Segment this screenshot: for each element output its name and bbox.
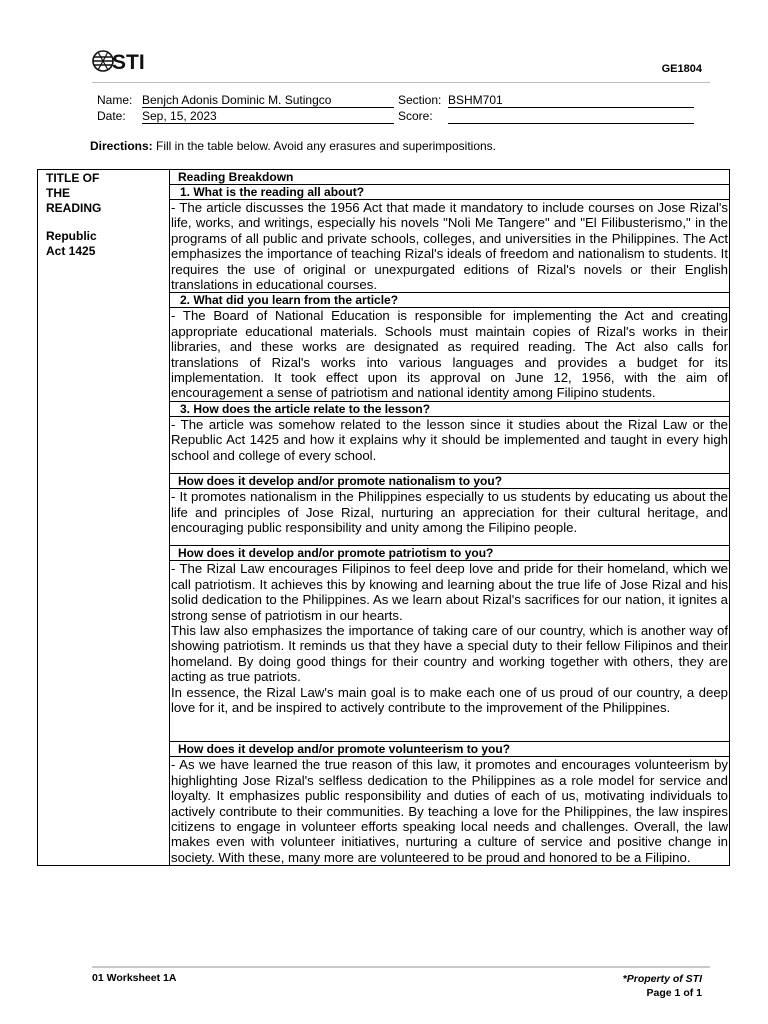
directions (90, 139, 496, 153)
question-3: 3. How does the article relate to the lesson? (170, 401, 730, 416)
course-code: GE1804 (661, 63, 702, 75)
property-note: *Property of STI (622, 973, 702, 985)
section-label: Section: (398, 93, 442, 107)
footer-divider (92, 966, 710, 968)
reading-name-line: Republic (46, 229, 97, 243)
page-number: Page 1 of 1 (646, 987, 702, 999)
section-field[interactable]: BSHM701 (448, 93, 694, 108)
sti-logo (92, 46, 152, 76)
question-volunteerism: How does it develop and/or promote volunteerism to you? (170, 742, 730, 757)
patriotism-paragraph: In essence, the Rizal Law's main goal is to make each one of us proud of our country, a deep love for it, and be inspired to actively contribute to the improvement of the Philippines. (171, 684, 728, 715)
date-label: Date: (97, 109, 126, 123)
date-score-row (0, 109, 768, 125)
directions-label: Directions: (90, 139, 153, 153)
answer-volunteerism[interactable]: - As we have learned the true reason of this law, it promotes and encourages volunteerism by highlighting Jose Rizal's selfless dedication to the Philippines as a role model for service and loyalty. It emphasizes public responsibility and duties of each of us, motivating individuals to actively contribute to their communities. By teaching a love for the Philippines, the law inspires citizens to engage in volunteer efforts speaking local needs and challenges. Overall, the law makes even with volunteer initiatives, nurturing a culture of service and positive change in society. With these, many more are volunteered to be proud and honored to be a Filipino. (171, 757, 728, 865)
header-divider (92, 82, 710, 83)
reading-breakdown-table (37, 169, 730, 866)
patriotism-paragraph: - The Rizal Law encourages Filipinos to feel deep love and pride for their homeland, which we call patriotism. It achieves this by knowing and learning about the true life of Jose Rizal and his solid dedication to the Philippines. As we learn about Rizal's sacrifices for our nation, it ignites a strong sense of patriotism in our hearts. (171, 561, 728, 623)
patriotism-paragraph: This law also emphasizes the importance of taking care of our country, which is another way of showing patriotism. It reminds us that they have a special duty to their fellow Filipinos and their homeland. By doing good things for their country and working together with others, they are acting as true patriots. (171, 622, 728, 685)
worksheet-label: 01 Worksheet 1A (92, 972, 177, 984)
answer-nationalism[interactable]: - It promotes nationalism in the Philippines especially to us students by educating us about the life and principles of Jose Rizal, nurturing an appreciation for their cultural heritage, and encouraging public responsibility and unity among the Filipino people. (170, 489, 730, 546)
score-label: Score: (398, 109, 433, 123)
title-line: READING (46, 201, 102, 215)
question-1: 1. What is the reading all about? (170, 185, 730, 200)
breakdown-heading: Reading Breakdown (170, 170, 730, 185)
question-patriotism: How does it develop and/or promote patriotism to you? (170, 546, 730, 561)
name-section-row (0, 93, 768, 109)
title-line: THE (46, 186, 70, 200)
name-field[interactable]: Benjch Adonis Dominic M. Sutingco (142, 93, 394, 108)
reading-name-line: Act 1425 (46, 244, 96, 258)
logo-text: STI (112, 51, 145, 74)
date-field[interactable]: Sep, 15, 2023 (142, 109, 394, 124)
footer-right (623, 972, 702, 1000)
reading-title-cell (38, 170, 170, 866)
directions-text: Fill in the table below. Avoid any erasures and superimpositions. (152, 139, 496, 153)
question-nationalism: How does it develop and/or promote nationalism to you? (170, 474, 730, 489)
answer-3[interactable]: - The article was somehow related to the lesson since it studies about the Rizal Law or the Republic Act 1425 and how it explains why it should be implemented and taught in every high school and college of every school. (170, 416, 730, 473)
question-2: 2. What did you learn from the article? (170, 293, 730, 308)
score-field[interactable] (448, 109, 694, 124)
answer-1[interactable]: - The article discusses the 1956 Act that made it mandatory to include courses on Jose Rizal's life, works, and writings, especially his novels "Noli Me Tangere" and "El Filibusterismo," in the programs of all public and private schools, colleges, and universities in the Philippines. The Act emphasizes the importance of teaching Rizal's ideals of freedom and nationalism to students. It requires the use of original or unexpurgated editions of Rizal's novels or their English translations in educational courses. (171, 200, 728, 293)
name-label: Name: (97, 93, 133, 107)
answer-2[interactable]: - The Board of National Education is responsible for implementing the Act and creating appropriate educational materials. Schools must maintain copies of Rizal's works in their libraries, and these works are designated as required reading. The Act also calls for translations of Rizal's works into various languages and provides a budget for its implementation. It took effect upon its approval on June 12, 1956, with the aim of encouragement a sense of patriotism and national identity among Filipino students. (171, 308, 728, 401)
answer-patriotism[interactable] (170, 561, 730, 742)
title-line: TITLE OF (46, 171, 100, 185)
globe-icon (93, 51, 113, 71)
